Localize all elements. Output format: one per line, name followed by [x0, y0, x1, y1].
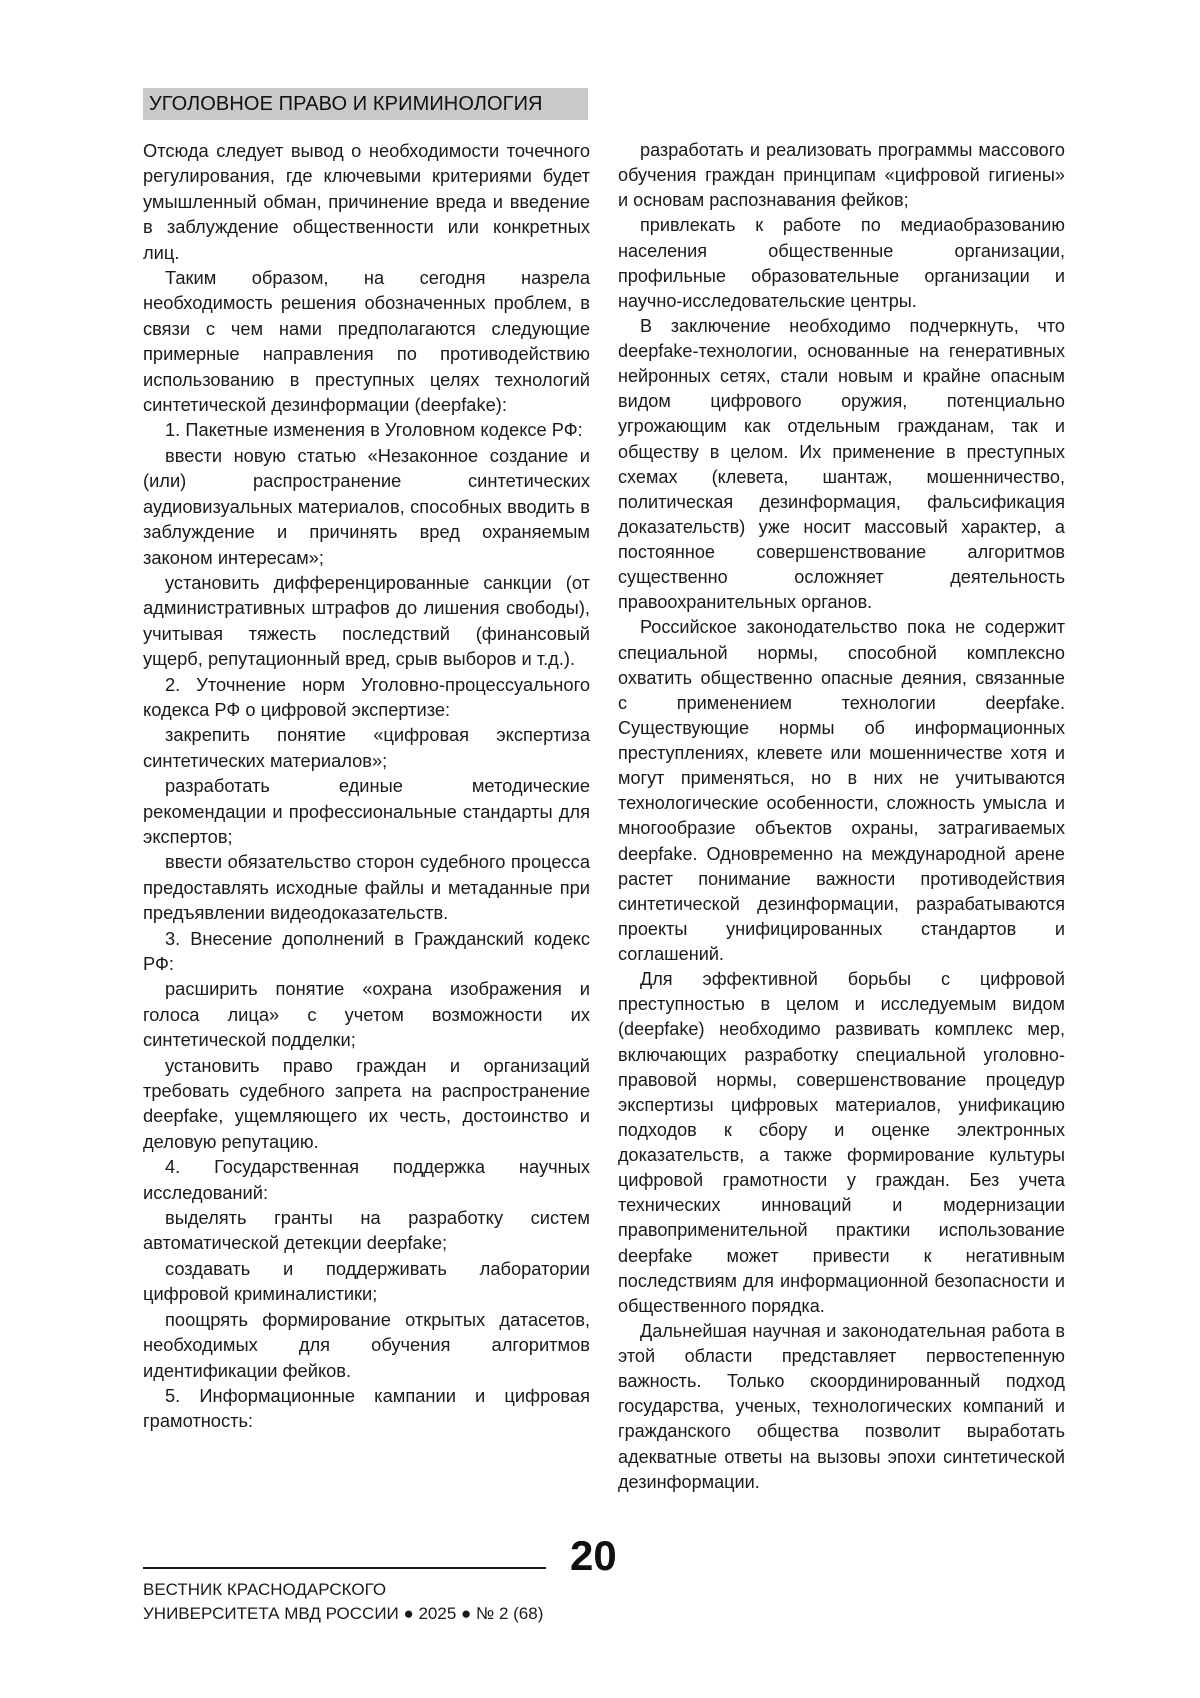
- paragraph: ввести обязательство сторон судебного процесса предоставлять исходные файлы и метаданные при предъявлении видеодоказательств.: [143, 851, 590, 924]
- paragraph: 2. Уточнение норм Уголовно-процессуального кодекса РФ о цифровой экспертизе:: [143, 673, 590, 720]
- paragraph: поощрять формирование открытых датасетов, необходимых для обучения алгоритмов идентификации фейков.: [143, 1308, 590, 1381]
- paragraph: Для эффективной борьбы с цифровой преступностью в целом и исследуемым видом (deepfake) необходимо развивать комплекс мер, включающих разработку специальной уголовно-правовой нормы, совершенствование процедур экспертизы цифровых материалов, унификацию подходов к сбору и оценке электронных доказательств, а также формирование культуры цифровой грамотности у граждан. Без учета технических инноваций и модернизации правоприменительной практики использование deepfake может привести к негативным последствиям для информационной безопасности и общественного порядка.: [618, 969, 1065, 1316]
- paragraph: установить право граждан и организаций требовать судебного запрета на распространение deepfake, ущемляющего их честь, достоинство и деловую репутацию.: [143, 1054, 590, 1152]
- paragraph: 5. Информационные кампании и цифровая грамотность:: [143, 1384, 590, 1432]
- paragraph: ввести новую статью «Незаконное создание и (или) распространение синтетических аудиовизуальных материалов, способных вводить в заблуждение и причинять вред охраняемым законом интересам»;: [143, 444, 590, 568]
- paragraph: Дальнейшая научная и законодательная работа в этой области представляет первостепенную важность. Только скоординированный подход государства, ученых, технологических компаний и гражданского общества позволит выработать адекватные ответы на вызовы эпохи синтетической дезинформации.: [618, 1320, 1065, 1492]
- paragraph: расширить понятие «охрана изображения и голоса лица» с учетом возможности их синтетической подделки;: [143, 978, 590, 1051]
- journal-title-line-1: ВЕСТНИК КРАСНОДАРСКОГО: [143, 1580, 387, 1599]
- paragraph: выделять гранты на разработку систем автоматической детекции deepfake;: [143, 1207, 590, 1254]
- section-header: УГОЛОВНОЕ ПРАВО И КРИМИНОЛОГИЯ: [143, 88, 588, 120]
- left-column: [143, 138, 590, 1434]
- paragraph: Таким образом, на сегодня назрела необходимость решения обозначенных проблем, в связи с чем нами предполагаются следующие примерные направления по противодействию использованию в преступных целях технологий синтетической дезинформации (deepfake):: [143, 267, 590, 416]
- journal-title: [143, 1578, 543, 1626]
- paragraph: разработать единые методические рекомендации и профессиональные стандарты для экспертов;: [143, 775, 590, 847]
- paragraph: привлекать к работе по медиаобразованию населения общественные организации, профильные образовательные организации и научно-исследовательские центры.: [618, 215, 1065, 311]
- paragraph: Отсюда следует вывод о необходимости точечного регулирования, где ключевыми критериями будет умышленный обман, причинение вреда и введение в заблуждение общественности или конкретных лиц.: [143, 140, 590, 263]
- paragraph: Российское законодательство пока не содержит специальной нормы, способной комплексно охватить общественно опасные деяния, связанные с применением технологии deepfake. Существующие нормы об информационных преступлениях, клевете или мошенничестве хотя и могут применяться, но в них не учитываются технологические особенности, сложность умысла и многообразие объектов охраны, затрагиваемых deepfake. Одновременно на международной арене растет понимание важности противодействия синтетической дезинформации, разрабатываются проекты унифицированных стандартов и соглашений.: [618, 617, 1065, 964]
- page-number: 20: [570, 1532, 617, 1579]
- paragraph: В заключение необходимо подчеркнуть, что deepfake-технологии, основанные на генеративных нейронных сетях, стали новым и крайне опасным видом цифрового оружия, потенциально угрожающим как отдельным гражданам, так и обществу в целом. Их применение в преступных схемах (клевета, шантаж, мошенничество, политическая дезинформация, фальсификация доказательств) уже носит массовый характер, а постоянное совершенствование алгоритмов существенно осложняет деятельность правоохранительных органов.: [618, 315, 1065, 613]
- paragraph: 4. Государственная поддержка научных исследований:: [143, 1156, 590, 1203]
- paragraph: установить дифференцированные санкции (от административных штрафов до лишения свободы), учитывая тяжесть последствий (финансовый ущерб, репутационный вред, срыв выборов и т.д.).: [143, 571, 590, 670]
- paragraph: разработать и реализовать программы массового обучения граждан принципам «цифровой гигиены» и основам распознавания фейков;: [618, 140, 1065, 211]
- footer-rule: [143, 1567, 546, 1569]
- journal-title-line-2: УНИВЕРСИТЕТА МВД РОССИИ ● 2025 ● № 2 (68): [143, 1604, 544, 1623]
- paragraph: закрепить понятие «цифровая экспертиза синтетических материалов»;: [143, 724, 590, 771]
- right-column: [618, 138, 1065, 1495]
- paragraph: создавать и поддерживать лаборатории цифровой криминалистики;: [143, 1257, 590, 1305]
- paragraph: 3. Внесение дополнений в Гражданский кодекс РФ:: [143, 927, 590, 974]
- paragraph: 1. Пакетные изменения в Уголовном кодексе РФ:: [165, 419, 583, 441]
